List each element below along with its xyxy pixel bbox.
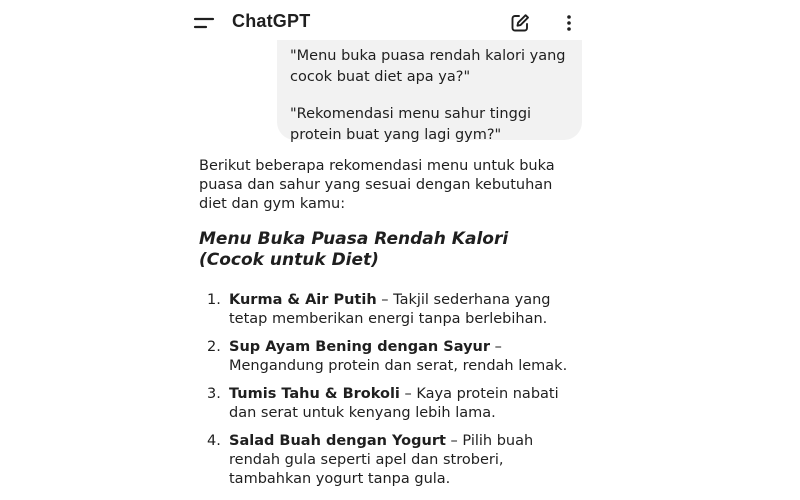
hamburger-menu-icon: [193, 16, 215, 30]
menu-description: – Takjil sederhana yang tetap memberikan energi tanpa berlebihan.: [229, 292, 551, 327]
menu-name: Kurma & Air Putih: [229, 292, 377, 308]
list-number: 1.: [207, 292, 221, 308]
menu-description: – Mengandung protein dan serat, rendah lemak.: [229, 339, 568, 374]
menu-name: Tumis Tahu & Brokoli: [229, 386, 400, 402]
list-number: 4.: [207, 433, 221, 449]
user-message-line: "Rekomendasi menu sahur tinggi protein buat yang lagi gym?": [290, 106, 532, 143]
more-vertical-icon: [566, 14, 572, 32]
menu-description: – Kaya protein nabati dan serat untuk kenyang lebih lama.: [229, 386, 559, 421]
menu-description: – Pilih buah rendah gula seperti apel dan stroberi, tambahkan yogurt tanpa gula.: [229, 433, 534, 487]
menu-name: Salad Buah dengan Yogurt: [229, 433, 446, 449]
app-title: ChatGPT: [232, 11, 311, 31]
user-message-line: "Menu buka puasa rendah kalori yang cocok buat diet apa ya?": [290, 48, 566, 85]
menu-button[interactable]: [190, 10, 218, 36]
response-intro: Berikut beberapa rekomendasi menu untuk buka puasa dan sahur yang sesuai dengan kebutuhan diet dan gym kamu:: [199, 158, 555, 212]
assistant-response: [199, 157, 579, 498]
edit-new-chat-icon: [509, 12, 531, 34]
user-message-bubble: [277, 40, 582, 143]
list-number: 2.: [207, 339, 221, 355]
list-item: [199, 291, 579, 329]
list-item: [199, 385, 579, 423]
menu-name: Sup Ayam Bening dengan Sayur: [229, 339, 490, 355]
list-item: [199, 338, 579, 376]
section-heading: Menu Buka Puasa Rendah Kalori (Cocok untuk Diet): [199, 229, 509, 270]
menu-list: [199, 291, 579, 489]
more-options-button[interactable]: [556, 10, 582, 36]
new-chat-button[interactable]: [507, 10, 533, 36]
list-number: 3.: [207, 386, 221, 402]
list-item: [199, 432, 579, 489]
